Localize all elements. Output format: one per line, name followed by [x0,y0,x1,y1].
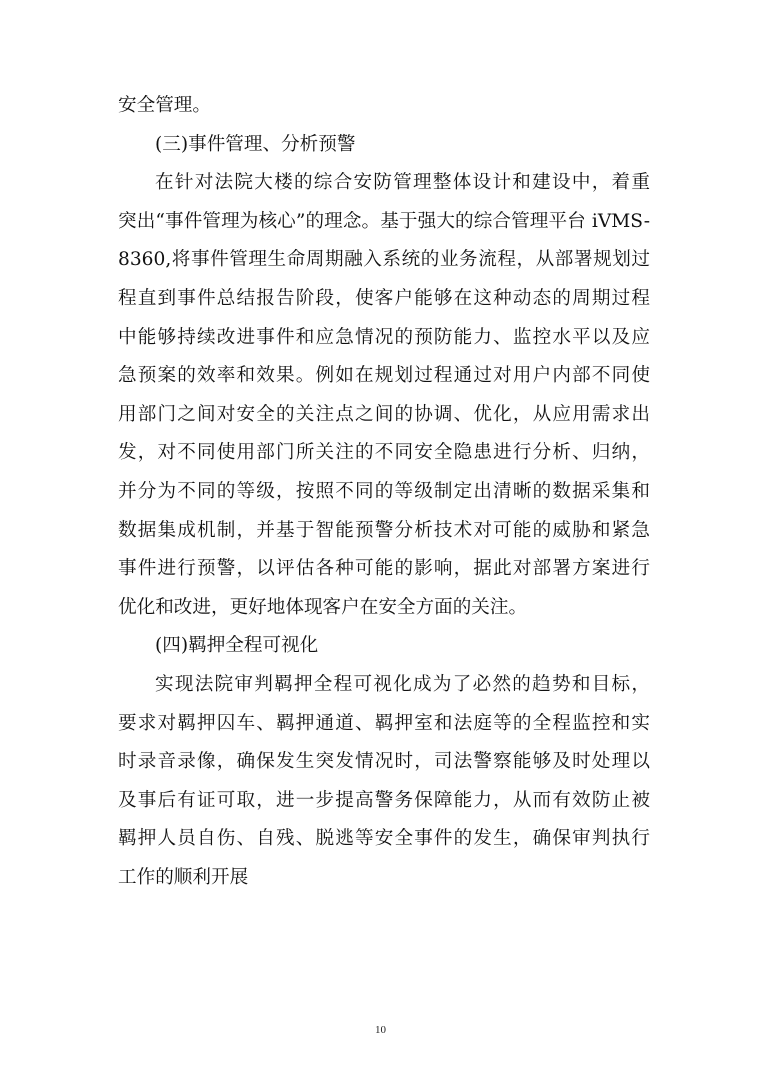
paragraph-line: 工作的顺利开展 [118,866,249,888]
paragraph-line: 要求对羁押囚车、羁押通道、羁押室和法庭等的全程监控和实 [118,712,650,734]
paragraph-line: 羁押人员自伤、自残、脱逃等安全事件的发生，确保审判执行 [118,828,650,850]
paragraph-line: 急预案的效率和效果。例如在规划过程通过对用户内部不同使 [118,365,650,387]
paragraph-line: 数据集成机制，并基于智能预警分析技术对可能的威胁和紧急 [118,519,650,541]
paragraph-line: 突出“事件管理为核心”的理念。基于强大的综合管理平台 iVMS- [118,210,650,232]
paragraph-line: 在针对法院大楼的综合安防管理整体设计和建设中，着重 [155,172,650,194]
page-number: 10 [375,1024,386,1036]
paragraph-line: 优化和改进，更好地体现客户在安全方面的关注。 [118,596,528,618]
paragraph-line: 中能够持续改进事件和应急情况的预防能力、监控水平以及应 [118,326,650,348]
paragraph-line: 发，对不同使用部门所关注的不同安全隐患进行分析、归纳， [118,442,650,464]
section-heading-event-management: (三)事件管理、分析预警 [155,133,356,155]
paragraph-line: 程直到事件总结报告阶段，使客户能够在这种动态的周期过程 [118,287,650,309]
paragraph-line: 实现法院审判羁押全程可视化成为了必然的趋势和目标， [155,673,650,695]
paragraph-line: 时录音录像，确保发生突发情况时，司法警察能够及时处理以 [118,751,650,773]
paragraph-line: 及事后有证可取，进一步提高警务保障能力，从而有效防止被 [118,789,650,811]
paragraph-line: 用部门之间对安全的关注点之间的协调、优化，从应用需求出 [118,403,650,425]
section-heading-detention-visualization: (四)羁押全程可视化 [155,635,319,657]
paragraph-line: 安全管理。 [118,95,211,116]
body-text [118,87,650,897]
paragraph-line: 8360,将事件管理生命周期融入系统的业务流程，从部署规划过 [118,249,650,271]
paragraph-line: 事件进行预警，以评估各种可能的影响，据此对部署方案进行 [118,558,650,580]
paragraph-line: 并分为不同的等级，按照不同的等级制定出清晰的数据采集和 [118,480,650,502]
